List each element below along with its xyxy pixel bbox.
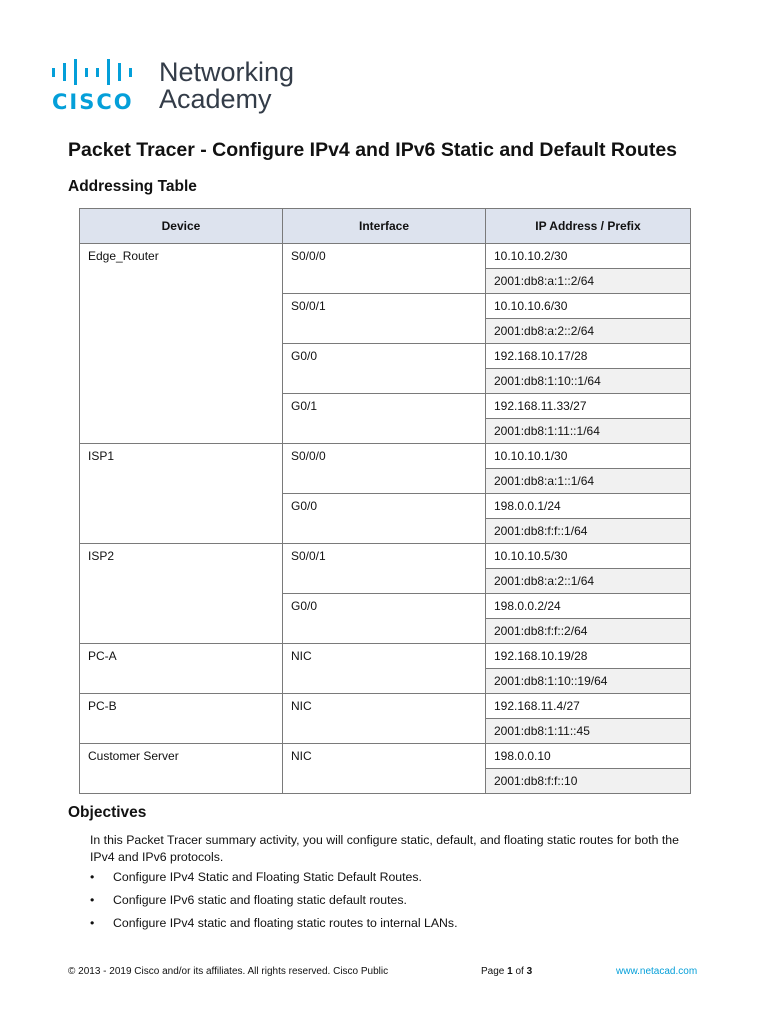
footer-copyright: © 2013 - 2019 Cisco and/or its affiliates. All rights reserved. Cisco Public — [68, 966, 389, 977]
ip-address-cell: 192.168.10.17/28 — [486, 344, 691, 369]
cisco-bars-icon — [52, 59, 144, 85]
objective-item — [90, 916, 458, 939]
interface-cell: S0/0/1 — [283, 294, 486, 344]
ip-address-cell: 10.10.10.1/30 — [486, 444, 691, 469]
addressing-table-heading: Addressing Table — [68, 178, 197, 195]
ip-address-cell: 10.10.10.5/30 — [486, 544, 691, 569]
interface-cell: NIC — [283, 694, 486, 744]
ip-address-cell: 2001:db8:f:f::10 — [486, 769, 691, 794]
objectives-list — [90, 870, 458, 939]
interface-cell: G0/0 — [283, 594, 486, 644]
cisco-networking-academy-logo — [52, 57, 312, 117]
ip-address-cell: 2001:db8:a:1::1/64 — [486, 469, 691, 494]
logo-networking-text: Networking — [159, 57, 295, 87]
objective-item — [90, 893, 458, 916]
table-row — [80, 544, 691, 569]
ip-address-cell: 2001:db8:f:f::1/64 — [486, 519, 691, 544]
table-row — [80, 444, 691, 469]
ip-address-cell: 10.10.10.6/30 — [486, 294, 691, 319]
ip-address-cell: 2001:db8:1:11::45 — [486, 719, 691, 744]
interface-cell: G0/0 — [283, 344, 486, 394]
ip-address-cell: 2001:db8:1:10::19/64 — [486, 669, 691, 694]
interface-cell: S0/0/1 — [283, 544, 486, 594]
ip-address-cell: 2001:db8:1:11::1/64 — [486, 419, 691, 444]
ip-address-cell: 192.168.11.33/27 — [486, 394, 691, 419]
interface-cell: S0/0/0 — [283, 244, 486, 294]
header-interface: Interface — [283, 209, 486, 244]
footer-page-total: 3 — [526, 966, 533, 977]
interface-cell: G0/1 — [283, 394, 486, 444]
ip-address-cell: 2001:db8:a:2::1/64 — [486, 569, 691, 594]
cisco-wordmark: CISCO — [52, 90, 134, 114]
bullet-icon: • — [90, 916, 95, 930]
addressing-table — [79, 208, 691, 794]
table-header-row — [80, 209, 691, 244]
device-cell: Edge_Router — [80, 244, 283, 444]
footer-page-number — [481, 966, 532, 977]
logo-academy-text: Academy — [159, 84, 272, 114]
table-row — [80, 694, 691, 719]
device-cell: ISP2 — [80, 544, 283, 644]
footer-url-link[interactable]: www.netacad.com — [616, 966, 698, 977]
interface-cell: G0/0 — [283, 494, 486, 544]
header-device: Device — [80, 209, 283, 244]
objectives-intro: In this Packet Tracer summary activity, you will configure static, default, and floating static routes for both the IPv4 and IPv6 protocols. — [90, 833, 679, 864]
ip-address-cell: 198.0.0.1/24 — [486, 494, 691, 519]
interface-cell: S0/0/0 — [283, 444, 486, 494]
objective-item — [90, 870, 458, 893]
ip-address-cell: 198.0.0.10 — [486, 744, 691, 769]
device-cell: PC-B — [80, 694, 283, 744]
table-row — [80, 644, 691, 669]
device-cell: ISP1 — [80, 444, 283, 544]
ip-address-cell: 2001:db8:a:2::2/64 — [486, 319, 691, 344]
objective-text: Configure IPv4 static and floating static routes to internal LANs. — [113, 916, 458, 930]
ip-address-cell: 2001:db8:1:10::1/64 — [486, 369, 691, 394]
footer-page-current: 1 — [507, 966, 513, 977]
bullet-icon: • — [90, 893, 95, 907]
ip-address-cell: 192.168.10.19/28 — [486, 644, 691, 669]
table-row — [80, 744, 691, 769]
ip-address-cell: 2001:db8:a:1::2/64 — [486, 269, 691, 294]
interface-cell: NIC — [283, 644, 486, 694]
header-ip-address: IP Address / Prefix — [486, 209, 691, 244]
interface-cell: NIC — [283, 744, 486, 794]
objective-text: Configure IPv4 Static and Floating Static Default Routes. — [113, 870, 422, 884]
objective-text: Configure IPv6 static and floating static default routes. — [113, 893, 407, 907]
ip-address-cell: 10.10.10.2/30 — [486, 244, 691, 269]
ip-address-cell: 2001:db8:f:f::2/64 — [486, 619, 691, 644]
device-cell: Customer Server — [80, 744, 283, 794]
objectives-heading: Objectives — [68, 804, 147, 821]
device-cell: PC-A — [80, 644, 283, 694]
addressing-table-body — [80, 244, 691, 794]
ip-address-cell: 198.0.0.2/24 — [486, 594, 691, 619]
table-row — [80, 244, 691, 269]
footer-page-label: Page — [481, 966, 505, 977]
ip-address-cell: 192.168.11.4/27 — [486, 694, 691, 719]
footer-page-of: of — [515, 966, 524, 977]
bullet-icon: • — [90, 870, 95, 884]
document-title: Packet Tracer - Configure IPv4 and IPv6 Static and Default Routes — [68, 139, 678, 161]
